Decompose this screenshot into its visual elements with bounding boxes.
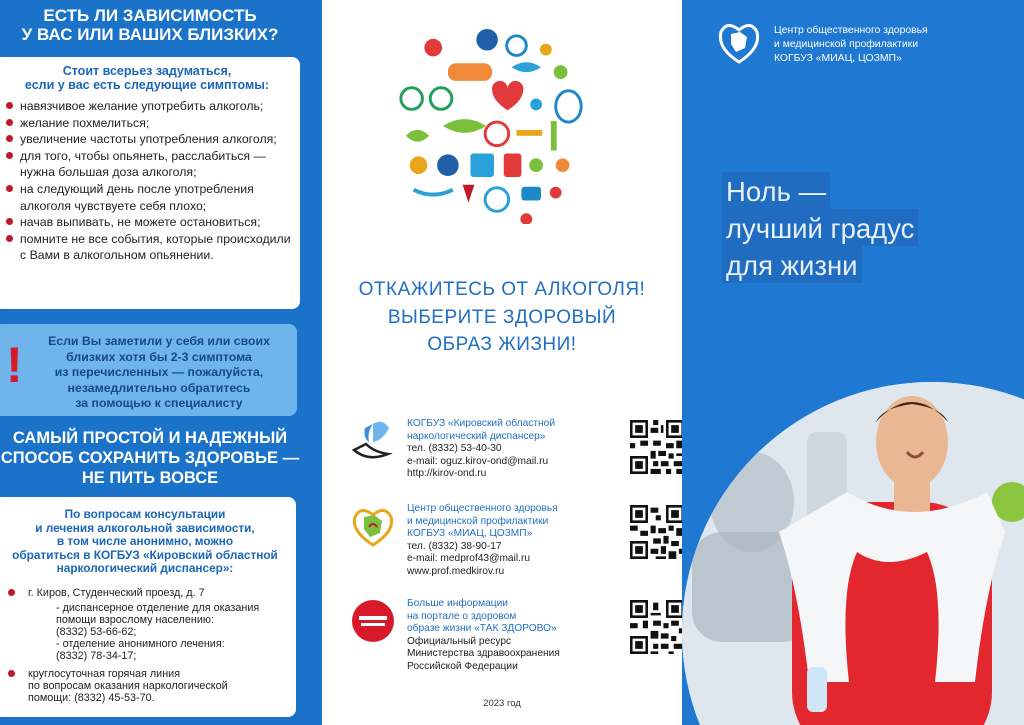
org-contact-line: e-mail: medprof43@mail.ru xyxy=(407,553,531,565)
department-line: (8332) 78-34-17; xyxy=(56,650,137,662)
org-name-line: КОГБУЗ «МИАЦ, ЦОЗМП» xyxy=(407,528,533,540)
org-name-line: КОГБУЗ «Кировский областной xyxy=(407,418,556,429)
heart-icon xyxy=(492,81,523,110)
org-name-line: Больше информации xyxy=(407,598,508,609)
cup-icon xyxy=(521,187,541,201)
fish-icon xyxy=(512,62,541,72)
left-mid-title xyxy=(0,428,300,488)
org-contact-line: http://kirov-ond.ru xyxy=(407,468,487,480)
apple2-icon xyxy=(520,213,532,224)
apple-icon xyxy=(424,39,442,57)
slogan-line: ОБРАЗ ЖИЗНИ! xyxy=(427,334,577,355)
sneaker-icon xyxy=(448,63,492,81)
symptom-item: помните не все события, которые происходили с Вами в алкогольном опьянении. xyxy=(6,231,294,264)
right-org-name xyxy=(774,24,928,66)
left-mid-line: СПОСОБ СОХРАНИТЬ ЗДОРОВЬЕ — xyxy=(0,449,300,467)
slogan-line: ВЫБЕРИТЕ ЗДОРОВЫЙ xyxy=(387,306,617,328)
fruit-icon xyxy=(540,44,552,56)
slogan-line: ОТКАЖИТЕСЬ ОТ АЛКОГОЛЯ! xyxy=(358,279,646,300)
wheat-icon xyxy=(551,121,557,150)
departments xyxy=(8,602,293,662)
department-line: помощи взрослому населению: xyxy=(56,614,214,626)
tape-icon xyxy=(414,190,453,195)
scales-icon xyxy=(470,153,494,177)
consult-contacts xyxy=(8,587,293,704)
heart-map-logo-icon xyxy=(716,18,762,66)
org-contact-line: Официальный ресурс xyxy=(407,635,512,647)
bullet-icon xyxy=(8,670,15,677)
symptom-item: для того, чтобы опьянеть, расслабиться — нужна большая доза алкоголя; xyxy=(6,148,294,181)
org-contact-line: тел. (8332) 53-40-30 xyxy=(407,443,502,455)
department-line: - диспансерное отделение для оказания xyxy=(56,602,260,614)
symptom-item: желание похмелиться; xyxy=(6,115,294,132)
headline xyxy=(722,172,918,283)
ball-icon xyxy=(476,29,498,51)
qr-code-icon[interactable] xyxy=(630,505,684,559)
symptom-item: на следующий день после употребления алкоголя чувствуете себя плохо; xyxy=(6,181,294,214)
department-line: - отделение анонимного лечения: xyxy=(56,638,225,650)
bottle-icon xyxy=(504,153,522,177)
right-org-line: Центр общественного здоровья xyxy=(774,25,928,36)
symptoms-list xyxy=(0,98,300,264)
center-panel xyxy=(322,0,682,725)
left-mid-line: НЕ ПИТЬ ВОВСЕ xyxy=(81,469,219,487)
symptom-item: увеличение частоты употребления алкоголя; xyxy=(6,131,294,148)
man-with-towel-image xyxy=(682,382,1024,725)
bicycle-icon xyxy=(401,88,423,110)
berry-icon xyxy=(530,99,542,111)
healthy-lifestyle-icons xyxy=(394,28,590,224)
org-contact-line: www.prof.medkirov.ru xyxy=(407,565,505,577)
skipping-rope-icon xyxy=(485,188,509,212)
right-panel xyxy=(682,0,1024,725)
left-title-line: ЕСТЬ ЛИ ЗАВИСИМОСТЬ xyxy=(43,6,257,25)
hotline-line: круглосуточная горячая линия xyxy=(28,668,181,680)
org-narcology-text xyxy=(407,418,597,481)
org-contact-line: Российской Федерации xyxy=(407,660,518,672)
symptom-item: навязчивое желание употребить алкоголь; xyxy=(6,98,294,115)
warning-line: из перечисленных — пожалуйста, xyxy=(54,365,264,379)
lemon-icon xyxy=(554,65,568,79)
photo-circle xyxy=(682,382,1024,725)
headline-line: для жизни xyxy=(722,246,862,283)
exclamation-icon: ! xyxy=(6,337,23,393)
dumbbell-icon xyxy=(517,130,542,136)
right-org-line: КОГБУЗ «МИАЦ, ЦОЗМП» xyxy=(774,53,902,64)
consult-heading-line: и лечения алкогольной зависимости, xyxy=(35,520,255,535)
consult-heading-line: наркологический диспансер»: xyxy=(56,561,234,576)
warning-line: близких хотя бы 2-3 симптома xyxy=(66,349,252,364)
symptoms-card xyxy=(0,57,300,309)
cherry-icon xyxy=(550,187,562,199)
qr-code-icon[interactable] xyxy=(630,600,684,654)
left-title xyxy=(0,6,300,44)
org-contact-line: тел. (8332) 38-90-17 xyxy=(407,540,502,552)
carrot-icon xyxy=(556,158,570,172)
warning-line: незамедлительно обратитесь xyxy=(67,380,251,395)
symptoms-heading-line: если у вас есть следующие симптомы: xyxy=(24,78,270,92)
consult-heading-line: По вопросам консультации xyxy=(64,507,226,521)
left-panel xyxy=(0,0,322,725)
left-title-line: У ВАС ИЛИ ВАШИХ БЛИЗКИХ? xyxy=(21,25,279,44)
broccoli-icon xyxy=(529,158,543,172)
heart-map-logo-icon xyxy=(350,503,396,549)
clock-icon xyxy=(485,122,509,146)
consult-heading xyxy=(0,508,296,576)
address-text: г. Киров, Студенческий проезд, д. 7 xyxy=(28,587,205,599)
year-label: 2023 год xyxy=(483,698,521,709)
warning-card xyxy=(0,324,297,416)
drop-icon xyxy=(463,185,475,203)
face xyxy=(876,396,948,488)
org-name-line: образе жизни «ТАК ЗДОРОВО» xyxy=(407,623,557,635)
leaf-icon xyxy=(406,130,430,142)
qr-code-icon[interactable] xyxy=(630,420,684,474)
consult-card xyxy=(0,497,296,717)
org-name-line: на портале о здоровом xyxy=(407,610,517,622)
stopwatch-icon xyxy=(507,36,527,56)
org-contact-line: e-mail: oguz.kirov-ond@mail.ru xyxy=(407,455,549,467)
water-bottle xyxy=(807,667,827,712)
address-row xyxy=(8,587,293,599)
org-public-health-text xyxy=(407,503,597,579)
symptoms-heading-line: Стоит всерьез задуматься, xyxy=(62,64,232,78)
center-slogan xyxy=(322,276,682,359)
department-line: (8332) 53-66-62; xyxy=(56,626,137,638)
racket-icon xyxy=(556,91,581,122)
left-mid-line: САМЫЙ ПРОСТОЙ И НАДЕЖНЫЙ xyxy=(12,429,288,447)
org-name-line: и медицинской профилактики xyxy=(407,515,549,527)
symptoms-heading xyxy=(0,64,300,92)
consult-heading-line: обратиться в КОГБУЗ «Кировский областной xyxy=(12,547,278,562)
bullet-icon xyxy=(8,589,15,596)
org-contact-line: Министерства здравоохранения xyxy=(407,648,560,660)
headline-line: Ноль — xyxy=(722,172,830,209)
symptom-item: начав выпивать, не можете остановиться; xyxy=(6,214,294,231)
fish2-icon xyxy=(443,119,486,133)
consult-heading-line: в том числе анонимно, можно xyxy=(56,534,234,549)
hotline-line: по вопросам оказания наркологической xyxy=(28,680,228,692)
warning-line: Если Вы заметили у себя или своих xyxy=(48,334,270,348)
butterfly-hands-logo-icon xyxy=(350,418,396,464)
orange-icon xyxy=(410,156,428,174)
right-org-line: и медицинской профилактики xyxy=(774,39,919,50)
hotline-line: помощи: (8332) 45-53-70. xyxy=(28,692,155,704)
warning-line: за помощью к специалисту xyxy=(75,396,243,410)
basketball-icon xyxy=(437,154,459,176)
tak-zdorovo-logo-icon xyxy=(350,598,396,644)
org-name-line: наркологический диспансер» xyxy=(407,430,546,442)
headline-line: лучший градус xyxy=(722,209,918,246)
warning-text xyxy=(24,334,294,412)
org-healthy-portal-text xyxy=(407,598,597,674)
hotline-row xyxy=(8,668,293,704)
org-name-line: Центр общественного здоровья xyxy=(407,503,558,514)
